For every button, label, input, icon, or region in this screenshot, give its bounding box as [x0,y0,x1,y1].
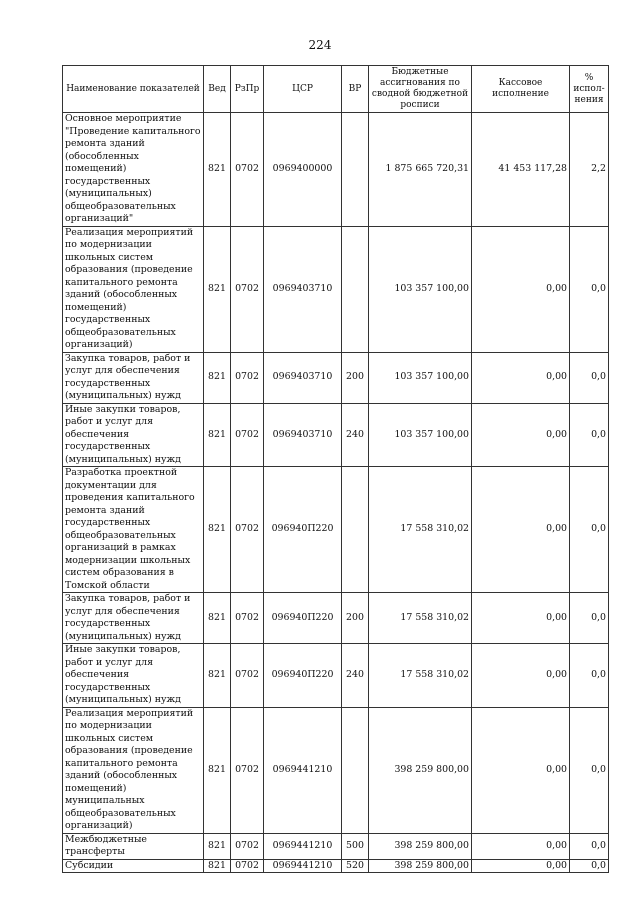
row-vr: 500 [342,833,369,859]
row-vr: 240 [342,403,369,467]
row-rzpr: 0702 [231,467,264,593]
row-assignments: 398 259 800,00 [369,859,472,873]
row-vr: 520 [342,859,369,873]
row-ved: 821 [204,644,231,708]
table-row [63,707,609,833]
row-ved: 821 [204,113,231,227]
column-header-cash-execution: Кассовое исполнение [472,66,570,113]
row-name: Реализация мероприятий по модернизации школьных систем образования (проведение капитального ремонта зданий (обособленных помещений) государственных общеобразовательных организаций) [63,226,204,352]
row-csr: 0969403710 [264,226,342,352]
row-cash-execution: 41 453 117,28 [472,113,570,227]
row-cash-execution: 0,00 [472,352,570,403]
row-cash-execution: 0,00 [472,593,570,644]
row-vr: 200 [342,352,369,403]
row-percent: 0,0 [570,593,609,644]
row-name: Закупка товаров, работ и услуг для обеспечения государственных (муниципальных) нужд [63,352,204,403]
row-csr: 0969403710 [264,403,342,467]
row-vr [342,467,369,593]
row-name: Иные закупки товаров, работ и услуг для обеспечения государственных (муниципальных) нужд [63,644,204,708]
row-ved: 821 [204,593,231,644]
table-row [63,352,609,403]
table-row [63,644,609,708]
row-rzpr: 0702 [231,593,264,644]
row-ved: 821 [204,467,231,593]
row-name: Иные закупки товаров, работ и услуг для обеспечения государственных (муниципальных) нужд [63,403,204,467]
row-csr: 0969441210 [264,833,342,859]
row-cash-execution: 0,00 [472,859,570,873]
table-row [63,403,609,467]
row-vr [342,113,369,227]
row-assignments: 398 259 800,00 [369,833,472,859]
row-rzpr: 0702 [231,859,264,873]
row-rzpr: 0702 [231,644,264,708]
row-vr: 200 [342,593,369,644]
row-vr [342,707,369,833]
table-row [63,467,609,593]
row-assignments: 1 875 665 720,31 [369,113,472,227]
row-cash-execution: 0,00 [472,226,570,352]
row-assignments: 103 357 100,00 [369,352,472,403]
row-percent: 0,0 [570,352,609,403]
column-header-percent: % испол-нения [570,66,609,113]
row-rzpr: 0702 [231,403,264,467]
row-rzpr: 0702 [231,352,264,403]
row-name: Закупка товаров, работ и услуг для обеспечения государственных (муниципальных) нужд [63,593,204,644]
row-ved: 821 [204,403,231,467]
row-percent: 2,2 [570,113,609,227]
column-header-ved: Вед [204,66,231,113]
row-rzpr: 0702 [231,113,264,227]
row-cash-execution: 0,00 [472,707,570,833]
row-csr: 096940П220 [264,467,342,593]
row-name: Разработка проектной документации для проведения капитального ремонта зданий государственных общеобразовательных организаций в рамках модернизации школьных систем образования в Томской области [63,467,204,593]
row-percent: 0,0 [570,403,609,467]
table-row [63,593,609,644]
row-csr: 096940П220 [264,644,342,708]
row-csr: 0969400000 [264,113,342,227]
row-rzpr: 0702 [231,833,264,859]
table-row [63,226,609,352]
row-cash-execution: 0,00 [472,403,570,467]
column-header-assignments: Бюджетные ассигнования по сводной бюджетной росписи [369,66,472,113]
row-rzpr: 0702 [231,707,264,833]
row-ved: 821 [204,833,231,859]
column-header-name: Наименование показателей [63,66,204,113]
row-cash-execution: 0,00 [472,467,570,593]
budget-table [62,65,609,873]
row-name: Субсидии [63,859,204,873]
row-name: Основное мероприятие "Проведение капитального ремонта зданий (обособленных помещений) государственных (муниципальных) общеобразовательных организаций" [63,113,204,227]
row-csr: 0969403710 [264,352,342,403]
column-header-csr: ЦСР [264,66,342,113]
table-row [63,113,609,227]
row-assignments: 398 259 800,00 [369,707,472,833]
row-percent: 0,0 [570,707,609,833]
row-cash-execution: 0,00 [472,644,570,708]
row-csr: 096940П220 [264,593,342,644]
row-percent: 0,0 [570,467,609,593]
row-assignments: 17 558 310,02 [369,593,472,644]
row-assignments: 103 357 100,00 [369,226,472,352]
row-ved: 821 [204,859,231,873]
row-name: Межбюджетные трансферты [63,833,204,859]
row-assignments: 17 558 310,02 [369,467,472,593]
row-rzpr: 0702 [231,226,264,352]
row-assignments: 103 357 100,00 [369,403,472,467]
row-name: Реализация мероприятий по модернизации школьных систем образования (проведение капитального ремонта зданий (обособленных помещений) муниципальных общеобразовательных организаций) [63,707,204,833]
table-row [63,859,609,873]
row-ved: 821 [204,226,231,352]
row-percent: 0,0 [570,833,609,859]
table-header-row [63,66,609,113]
row-cash-execution: 0,00 [472,833,570,859]
column-header-rzpr: РзПр [231,66,264,113]
row-csr: 0969441210 [264,707,342,833]
row-ved: 821 [204,352,231,403]
row-csr: 0969441210 [264,859,342,873]
row-percent: 0,0 [570,644,609,708]
row-vr: 240 [342,644,369,708]
row-percent: 0,0 [570,859,609,873]
row-percent: 0,0 [570,226,609,352]
row-assignments: 17 558 310,02 [369,644,472,708]
column-header-vr: ВР [342,66,369,113]
table-row [63,833,609,859]
row-ved: 821 [204,707,231,833]
page-number: 224 [308,38,332,52]
row-vr [342,226,369,352]
